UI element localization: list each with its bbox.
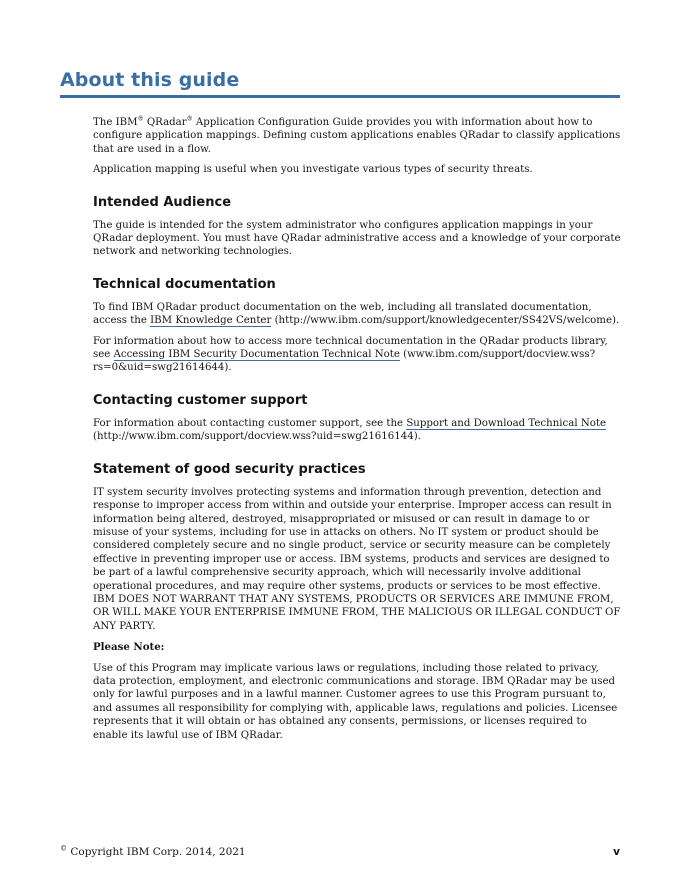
page-title: About this guide <box>60 69 240 91</box>
section-heading-techdoc: Technical documentation <box>93 276 276 292</box>
ibm-knowledge-center-link[interactable]: IBM Knowledge Center <box>150 315 272 327</box>
techdoc-paragraph-2: For information about how to access more technical documentation in the QRadar products library, see Accessing IBM Security Documentation Technical Note (www.ibm.com/support/docview.wss?rs=0&uid=swg21614644). <box>93 335 608 374</box>
note-paragraph: Use of this Program may implicate various laws or regulations, including those related to privacy, data protection, employment, and electronic communications and storage. IBM QRadar may be used only for lawful purposes and in a lawful manner. Customer agrees to use this Program pursuant to, and assumes all responsibility for complying with, applicable laws, regulations and policies. Licensee represents that it will obtain or has obtained any consents, permissions, or licenses required to enable its lawful use of IBM QRadar. <box>93 662 618 741</box>
support-download-technote-link[interactable]: Support and Download Technical Note <box>406 417 606 429</box>
note-label: Please Note: <box>93 641 165 654</box>
main-content <box>93 116 621 749</box>
section-heading-security: Statement of good security practices <box>93 461 366 477</box>
techdoc-paragraph-1: To find IBM QRadar product documentation on the web, including all translated documentation, access the IBM Knowledge Center (http://www.ibm.com/support/knowledgecenter/SS42VS/welcome). <box>93 301 620 327</box>
footer-copyright: © Copyright IBM Corp. 2014, 2021 <box>60 844 246 858</box>
security-paragraph: IT system security involves protecting systems and information through prevention, detection and response to improper access from within and outside your enterprise. Improper access can result in information being altered, destroyed, misappropriated or misused or can result in damage to or misuse of your systems, including for use in attacks on others. No IT system or product should be considered completely secure and no single product, service or security measure can be completely effective in preventing improper use or access. IBM systems, products and services are designed to be part of a lawful comprehensive security approach, which will necessarily involve additional operational procedures, and may require other systems, products or services to be most effective. IBM DOES NOT WARRANT THAT ANY SYSTEMS, PRODUCTS OR SERVICES ARE IMMUNE FROM, OR WILL MAKE YOUR ENTERPRISE IMMUNE FROM, THE MALICIOUS OR ILLEGAL CONDUCT OF ANY PARTY. <box>93 486 621 632</box>
section-heading-audience: Intended Audience <box>93 194 232 210</box>
section-heading-support: Contacting customer support <box>93 392 308 408</box>
intro-paragraph-2: Application mapping is useful when you investigate various types of security threats. <box>93 164 533 176</box>
security-doc-technote-link[interactable]: Accessing IBM Security Documentation Technical Note <box>113 349 400 361</box>
intro-paragraph: The IBM® QRadar® Application Configuration Guide provides you with information about how to configure application mappings. Defining custom applications enables QRadar to classify applications that are used in a flow. <box>93 115 621 155</box>
support-paragraph: For information about contacting customer support, see the Support and Download Technical Note (http://www.ibm.com/support/docview.wss?uid=swg21616144). <box>93 417 606 443</box>
title-rule <box>60 95 620 98</box>
audience-paragraph: The guide is intended for the system administrator who configures application mappings in your QRadar deployment. You must have QRadar administrative access and a knowledge of your corporate network and networking technologies. <box>93 219 621 258</box>
page-number: v <box>613 846 620 858</box>
